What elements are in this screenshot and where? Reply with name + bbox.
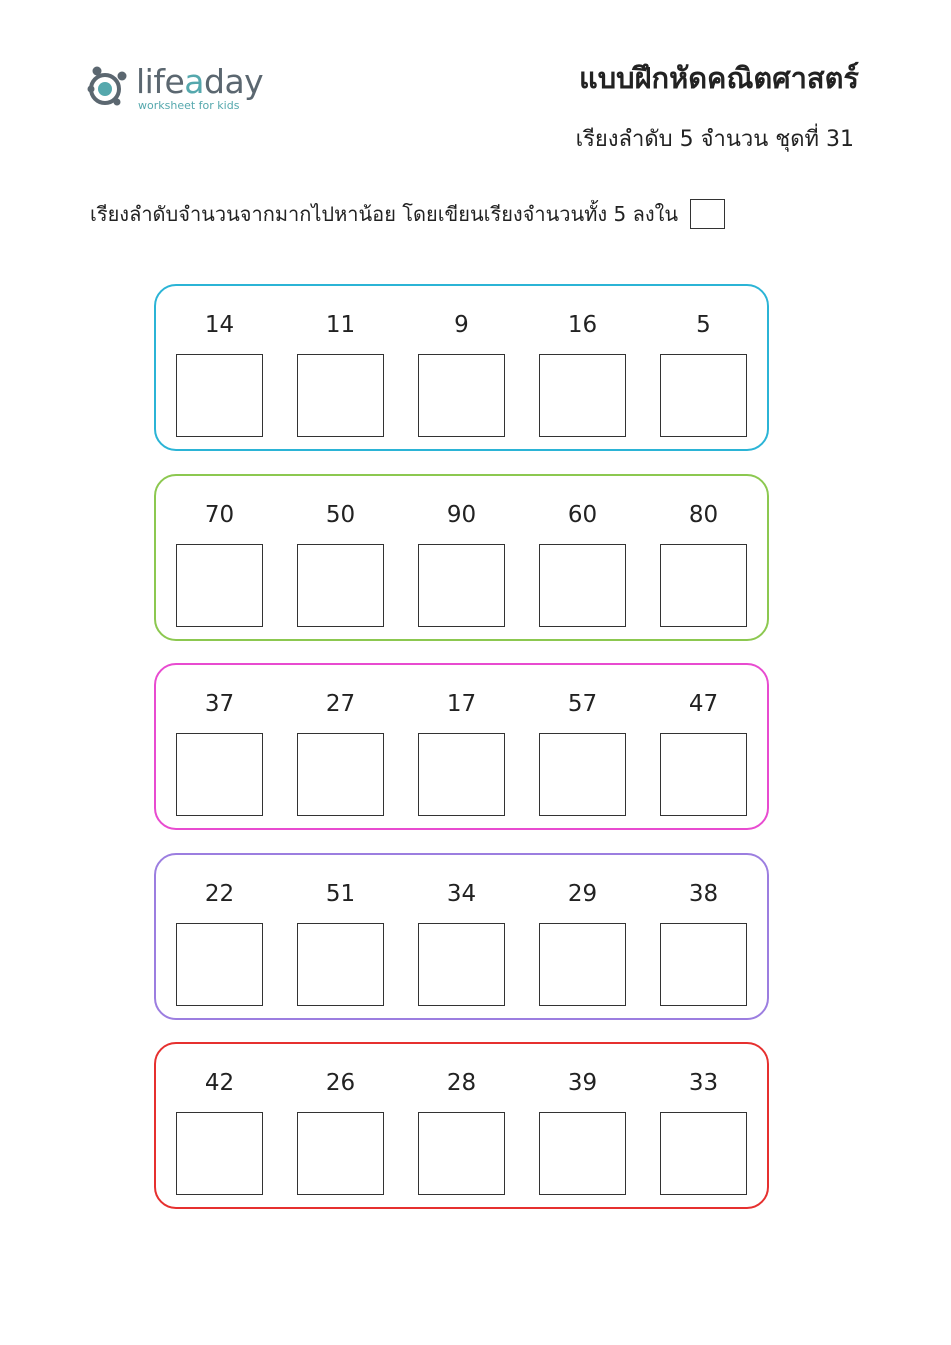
answer-box[interactable]	[297, 733, 384, 816]
given-number: 60	[567, 501, 598, 528]
logo-wordmark: lifeaday	[136, 62, 264, 101]
molecule-logo-icon	[86, 62, 136, 112]
exercise-set-4	[154, 853, 769, 1020]
answer-box[interactable]	[418, 733, 505, 816]
number-cell	[176, 286, 263, 453]
given-number: 14	[204, 312, 235, 338]
number-cell	[176, 855, 263, 1022]
answer-box[interactable]	[539, 733, 626, 816]
number-cell	[176, 476, 263, 643]
given-number: 34	[446, 880, 477, 907]
given-number: 39	[567, 1070, 598, 1096]
instruction-text: เรียงลำดับจำนวนจากมากไปหาน้อย โดยเขียนเรียงจำนวนทั้ง 5 ลงใน	[90, 202, 679, 226]
given-number: 38	[688, 880, 719, 907]
answer-box[interactable]	[176, 733, 263, 816]
given-number: 42	[204, 1070, 235, 1096]
given-number: 22	[204, 880, 235, 907]
given-number: 33	[688, 1070, 719, 1096]
answer-box[interactable]	[660, 1112, 747, 1195]
given-number: 37	[204, 691, 235, 717]
number-cell	[660, 665, 747, 832]
page-title: แบบฝึกหัดคณิตศาสตร์	[579, 61, 859, 95]
answer-box[interactable]	[660, 544, 747, 627]
number-cell	[297, 1044, 384, 1211]
answer-box[interactable]	[539, 923, 626, 1006]
answer-box[interactable]	[418, 923, 505, 1006]
number-cell	[660, 476, 747, 643]
answer-box[interactable]	[660, 733, 747, 816]
page-subtitle: เรียงลำดับ 5 จำนวน ชุดที่ 31	[575, 127, 854, 152]
number-cell	[418, 286, 505, 453]
answer-box[interactable]	[297, 923, 384, 1006]
exercise-set-5	[154, 1042, 769, 1209]
answer-box[interactable]	[539, 1112, 626, 1195]
answer-box[interactable]	[660, 354, 747, 437]
answer-box[interactable]	[176, 923, 263, 1006]
answer-box[interactable]	[418, 544, 505, 627]
instruction	[90, 197, 725, 231]
example-answer-box	[690, 199, 725, 229]
number-cell	[297, 665, 384, 832]
given-number: 50	[325, 501, 356, 528]
given-number: 26	[325, 1070, 356, 1096]
answer-box[interactable]	[418, 354, 505, 437]
given-number: 51	[325, 880, 356, 907]
number-cell	[539, 665, 626, 832]
given-number: 17	[446, 691, 477, 717]
given-number: 57	[567, 691, 598, 717]
given-number: 90	[446, 501, 477, 528]
given-number: 28	[446, 1070, 477, 1096]
number-cell	[418, 665, 505, 832]
given-number: 11	[325, 312, 356, 338]
answer-box[interactable]	[176, 1112, 263, 1195]
given-number: 9	[454, 312, 469, 338]
number-cell	[539, 476, 626, 643]
answer-box[interactable]	[297, 544, 384, 627]
number-cell	[176, 1044, 263, 1211]
number-cell	[297, 286, 384, 453]
given-number: 16	[567, 312, 598, 338]
number-cell	[297, 476, 384, 643]
number-cell	[539, 855, 626, 1022]
number-cell	[660, 855, 747, 1022]
answer-box[interactable]	[660, 923, 747, 1006]
given-number: 80	[688, 501, 719, 528]
answer-box[interactable]	[176, 354, 263, 437]
answer-box[interactable]	[539, 544, 626, 627]
number-cell	[297, 855, 384, 1022]
logo-tagline: worksheet for kids	[138, 99, 240, 112]
given-number: 47	[688, 691, 719, 717]
answer-box[interactable]	[297, 1112, 384, 1195]
lifeaday-logo	[86, 60, 286, 120]
given-number: 27	[325, 691, 356, 717]
number-cell	[539, 286, 626, 453]
given-number: 29	[567, 880, 598, 907]
given-number: 70	[204, 501, 235, 528]
number-cell	[176, 665, 263, 832]
number-cell	[418, 476, 505, 643]
answer-box[interactable]	[297, 354, 384, 437]
exercise-set-2	[154, 474, 769, 641]
answer-box[interactable]	[176, 544, 263, 627]
number-cell	[418, 855, 505, 1022]
exercise-set-3	[154, 663, 769, 830]
answer-box[interactable]	[539, 354, 626, 437]
given-number: 5	[696, 312, 711, 338]
number-cell	[418, 1044, 505, 1211]
exercise-set-1	[154, 284, 769, 451]
number-cell	[660, 286, 747, 453]
number-cell	[660, 1044, 747, 1211]
answer-box[interactable]	[418, 1112, 505, 1195]
number-cell	[539, 1044, 626, 1211]
